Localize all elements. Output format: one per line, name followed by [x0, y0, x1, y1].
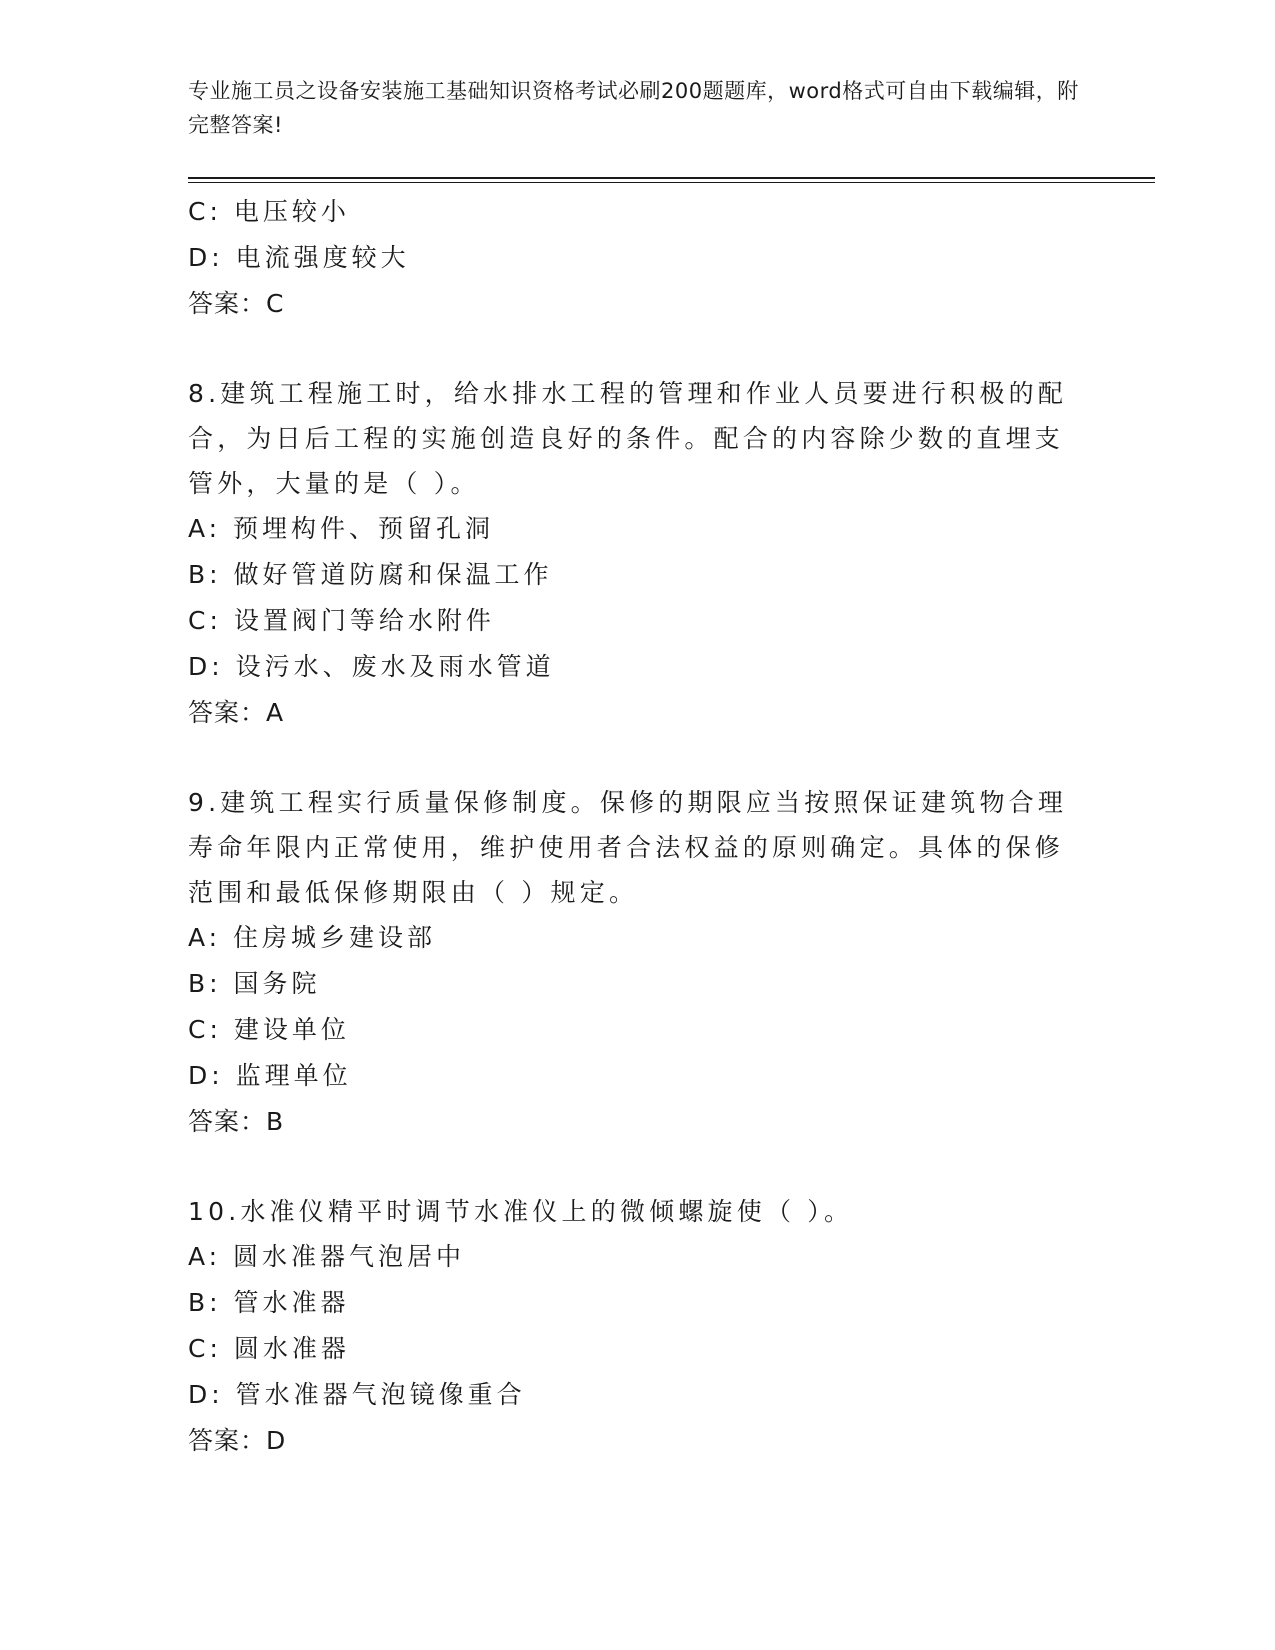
option-a: A: 住房城乡建设部: [188, 923, 437, 952]
question-text: 8.建筑工程施工时，给水排水工程的管理和作业人员要进行积极的配合，为日后工程的实施创造良好的条件。配合的内容除少数的直埋支管外，大量的是（ ）。: [188, 379, 1068, 498]
answer-line: 答案：B: [188, 1107, 285, 1136]
header-rule-thick: [188, 177, 1155, 179]
option-a: A: 圆水准器气泡居中: [188, 1242, 466, 1271]
option-b: B: 国务院: [188, 969, 321, 998]
option-c: C: 设置阀门等给水附件: [188, 606, 495, 635]
answer-line: 答案：C: [188, 289, 285, 318]
option-d: D: 电流强度较大: [188, 243, 410, 272]
answer-line: 答案：A: [188, 698, 285, 727]
header-rule-thin: [188, 182, 1155, 183]
prev-question-block: [188, 189, 1068, 327]
spacer: [188, 327, 1068, 371]
document-body: [188, 189, 1068, 1464]
question-block-10: [188, 1189, 1068, 1464]
question-text: 9.建筑工程实行质量保修制度。保修的期限应当按照保证建筑物合理寿命年限内正常使用，维护使用者合法权益的原则确定。具体的保修范围和最低保修期限由（ ）规定。: [188, 788, 1068, 907]
spacer: [188, 1145, 1068, 1189]
option-d: D: 设污水、废水及雨水管道: [188, 652, 555, 681]
document-header: 专业施工员之设备安装施工基础知识资格考试必刷200题题库，word格式可自由下载编辑，附完整答案!: [188, 79, 1079, 137]
option-b: B: 做好管道防腐和保温工作: [188, 560, 553, 589]
question-text: 10.水准仪精平时调节水准仪上的微倾螺旋使（ ）。: [188, 1197, 854, 1226]
option-c: C: 圆水准器: [188, 1334, 350, 1363]
answer-line: 答案：D: [188, 1426, 287, 1455]
option-d: D: 管水准器气泡镜像重合: [188, 1380, 526, 1409]
option-c: C: 建设单位: [188, 1015, 350, 1044]
spacer: [188, 736, 1068, 780]
option-c: C: 电压较小: [188, 197, 350, 226]
question-block-8: [188, 371, 1068, 736]
option-a: A: 预埋构件、预留孔洞: [188, 514, 495, 543]
option-b: B: 管水准器: [188, 1288, 350, 1317]
option-d: D: 监理单位: [188, 1061, 352, 1090]
question-block-9: [188, 780, 1068, 1145]
